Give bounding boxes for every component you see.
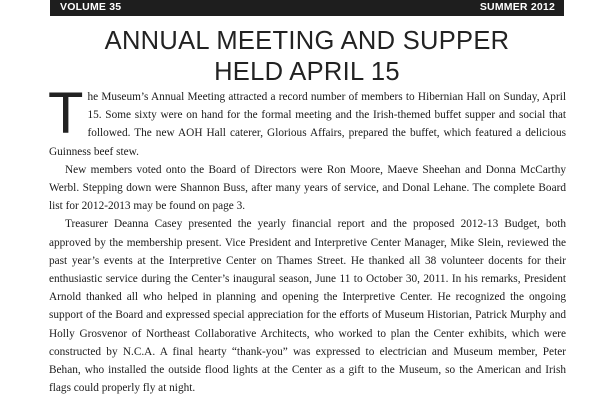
headline-line-2: HELD APRIL 15 <box>214 58 400 86</box>
drop-cap: T <box>48 81 84 146</box>
article-headline <box>50 26 564 88</box>
article-body <box>48 81 566 397</box>
article-paragraph-1 <box>48 81 566 161</box>
newsletter-banner <box>50 0 564 16</box>
article-paragraph-2: New members voted onto the Board of Directors were Ron Moore, Maeve Sheehan and Donna McCarthy Werbl. Stepping down were Shannon Buss, after many years of service, and Donal Lehane. The complete Board list for 2012-2013 may be found on page 3. <box>49 163 566 213</box>
issue-season-label: SUMMER 2012 <box>479 1 555 13</box>
headline-line-1: ANNUAL MEETING AND SUPPER <box>104 27 510 55</box>
volume-label: VOLUME 35 <box>60 1 122 13</box>
article-paragraph-3: Treasurer Deanna Casey presented the yearly financial report and the proposed 2012-13 Budget, both approved by the membership present. Vice President and Interpretive Center Manager, Mike Slein, reviewed the past year’s events at the Interpretive Center on Thames Street. He thanked all 38 volunteer docents for their enthusiastic service during the Center’s inaugural season, June 11 to October 30, 2011. In his remarks, President Arnold thanked all who helped in planning and opening the Interpretive Center. He recognized the ongoing support of the Board and expressed special appreciation for the efforts of Museum Historian, Patrick Murphy and Holly Grosvenor of Northeast Collaborative Architects, who worked to plan the Center exhibits, which were constructed by N.C.A. A final hearty “thank-you” was expressed to electrician and Museum member, Peter Behan, who installed the outside flood lights at the Center as a gift to the Museum, so the American and Irish flags could properly fly at night. <box>49 218 566 395</box>
paragraph-1-text: he Museum’s Annual Meeting attracted a record number of members to Hibernian Hall on Sunday, April 15. Some sixty were on hand for the formal meeting and the Irish-themed buffet supper and social that followed. The new AOH Hall caterer, Glorious Affairs, prepared the buffet, which featured a delicious Guinness beef stew. <box>49 91 566 158</box>
